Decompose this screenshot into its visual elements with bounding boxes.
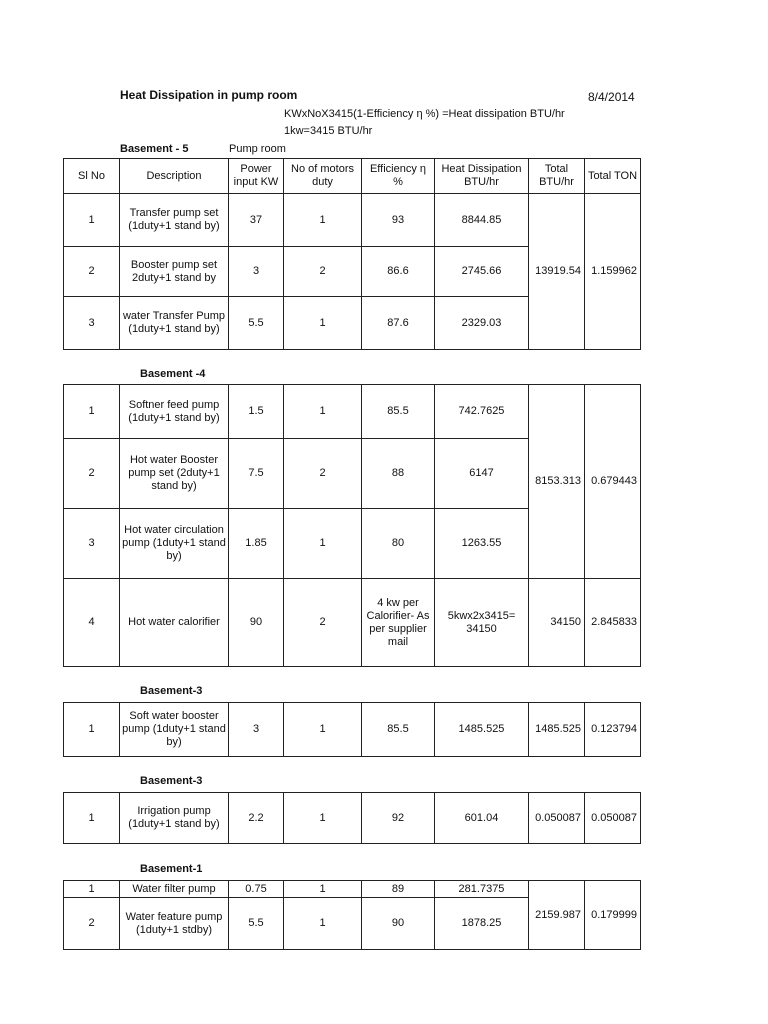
header-description: Description (120, 159, 229, 194)
cell-power: 90 (229, 579, 284, 667)
cell-sl-no: 2 (64, 898, 120, 950)
cell-heat: 6147 (435, 439, 529, 509)
cell-efficiency: 86.6 (362, 247, 435, 297)
cell-motors: 1 (284, 898, 362, 950)
table-basement-4 (63, 384, 641, 667)
cell-total-ton: 2.845833 (585, 579, 641, 667)
cell-power: 3 (229, 247, 284, 297)
cell-description: water Transfer Pump (1duty+1 stand by) (120, 297, 229, 350)
cell-description: Hot water circulation pump (1duty+1 stand by) (120, 509, 229, 579)
cell-heat: 1485.525 (435, 703, 529, 757)
section-title-basement-4: Basement -4 (140, 368, 206, 380)
cell-total-ton: 0.179999 (585, 881, 641, 950)
table-row (64, 579, 641, 667)
cell-efficiency: 85.5 (362, 703, 435, 757)
cell-power: 7.5 (229, 439, 284, 509)
table-basement-3-irrigation (63, 792, 641, 844)
table-row (64, 881, 641, 898)
header-row (64, 159, 641, 194)
formula-text: KWxNoX3415(1-Efficiency η %) =Heat dissipation BTU/hr (284, 108, 565, 120)
header-motors: No of motors duty (284, 159, 362, 194)
cell-sl-no: 1 (64, 793, 120, 844)
cell-efficiency: 90 (362, 898, 435, 950)
cell-sl-no: 4 (64, 579, 120, 667)
table-basement-3-soft-water (63, 702, 641, 757)
cell-total-btu: 13919.54 (529, 194, 585, 350)
header-total-ton: Total TON (585, 159, 641, 194)
cell-heat: 742.7625 (435, 385, 529, 439)
cell-heat: 2329.03 (435, 297, 529, 350)
cell-description: Softner feed pump (1duty+1 stand by) (120, 385, 229, 439)
cell-heat: 8844.85 (435, 194, 529, 247)
cell-motors: 1 (284, 793, 362, 844)
cell-heat: 601.04 (435, 793, 529, 844)
cell-efficiency: 4 kw per Calorifier- As per supplier mail (362, 579, 435, 667)
cell-motors: 1 (284, 385, 362, 439)
cell-sl-no: 2 (64, 439, 120, 509)
cell-total-ton: 0.679443 (585, 385, 641, 579)
cell-total-btu: 2159.987 (529, 881, 585, 950)
header-sl-no: Sl No (64, 159, 120, 194)
section-title-basement-5: Basement - 5 (120, 143, 189, 155)
table-row (64, 793, 641, 844)
cell-motors: 2 (284, 439, 362, 509)
cell-motors: 1 (284, 703, 362, 757)
cell-motors: 2 (284, 579, 362, 667)
cell-sl-no: 3 (64, 297, 120, 350)
cell-total-ton: 0.050087 (585, 793, 641, 844)
table-row (64, 703, 641, 757)
cell-sl-no: 1 (64, 385, 120, 439)
cell-total-ton: 1.159962 (585, 194, 641, 350)
cell-motors: 1 (284, 509, 362, 579)
table-row (64, 385, 641, 439)
cell-heat: 1878.25 (435, 898, 529, 950)
table-basement-5 (63, 158, 641, 350)
cell-motors: 1 (284, 881, 362, 898)
document-date: 8/4/2014 (588, 90, 635, 104)
cell-total-btu: 1485.525 (529, 703, 585, 757)
cell-power: 5.5 (229, 898, 284, 950)
section-title-basement-3-irrigation: Basement-3 (140, 775, 203, 787)
cell-heat: 2745.66 (435, 247, 529, 297)
cell-heat: 281.7375 (435, 881, 529, 898)
cell-description: Booster pump set 2duty+1 stand by (120, 247, 229, 297)
section-title-basement-1: Basement-1 (140, 863, 203, 875)
cell-sl-no: 3 (64, 509, 120, 579)
cell-heat: 5kwx2x3415= 34150 (435, 579, 529, 667)
cell-description: Hot water calorifier (120, 579, 229, 667)
cell-efficiency: 92 (362, 793, 435, 844)
pump-room-label: Pump room (229, 143, 286, 155)
cell-power: 2.2 (229, 793, 284, 844)
cell-description: Irrigation pump (1duty+1 stand by) (120, 793, 229, 844)
cell-efficiency: 93 (362, 194, 435, 247)
cell-power: 1.5 (229, 385, 284, 439)
cell-heat: 1263.55 (435, 509, 529, 579)
cell-motors: 2 (284, 247, 362, 297)
cell-description: Hot water Booster pump set (2duty+1 stand by) (120, 439, 229, 509)
cell-power: 1.85 (229, 509, 284, 579)
table-row (64, 194, 641, 247)
cell-efficiency: 85.5 (362, 385, 435, 439)
conversion-text: 1kw=3415 BTU/hr (284, 125, 373, 137)
cell-description: Water filter pump (120, 881, 229, 898)
cell-power: 5.5 (229, 297, 284, 350)
header-total-btu: Total BTU/hr (529, 159, 585, 194)
cell-motors: 1 (284, 194, 362, 247)
table-basement-1 (63, 880, 641, 950)
cell-total-ton: 0.123794 (585, 703, 641, 757)
cell-total-btu: 0.050087 (529, 793, 585, 844)
cell-power: 0.75 (229, 881, 284, 898)
cell-efficiency: 80 (362, 509, 435, 579)
cell-power: 37 (229, 194, 284, 247)
header-power: Power input KW (229, 159, 284, 194)
header-heat: Heat Dissipation BTU/hr (435, 159, 529, 194)
cell-description: Transfer pump set (1duty+1 stand by) (120, 194, 229, 247)
section-title-basement-3: Basement-3 (140, 685, 203, 697)
cell-efficiency: 87.6 (362, 297, 435, 350)
cell-efficiency: 88 (362, 439, 435, 509)
cell-description: Water feature pump (1duty+1 stdby) (120, 898, 229, 950)
cell-total-btu: 34150 (529, 579, 585, 667)
cell-sl-no: 2 (64, 247, 120, 297)
cell-efficiency: 89 (362, 881, 435, 898)
cell-sl-no: 1 (64, 881, 120, 898)
cell-power: 3 (229, 703, 284, 757)
cell-total-btu: 8153.313 (529, 385, 585, 579)
header-efficiency: Efficiency η % (362, 159, 435, 194)
cell-motors: 1 (284, 297, 362, 350)
cell-sl-no: 1 (64, 194, 120, 247)
cell-description: Soft water booster pump (1duty+1 stand by) (120, 703, 229, 757)
cell-sl-no: 1 (64, 703, 120, 757)
page-title: Heat Dissipation in pump room (120, 88, 298, 102)
